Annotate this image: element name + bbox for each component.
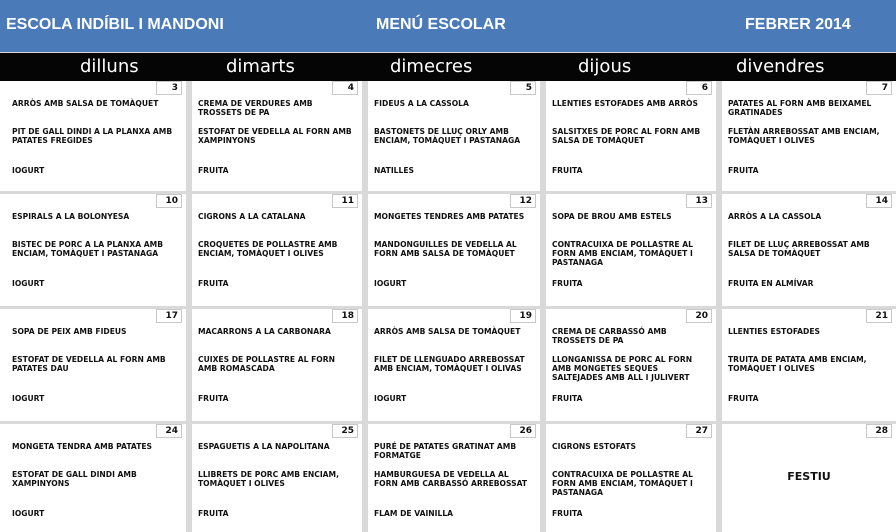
second-course-item: CONTRACUIXA DE POLLASTRE AL FORN AMB ENCIAM, TOMÀQUET I PASTANAGA — [552, 240, 693, 267]
day-number: 17 — [156, 309, 182, 323]
day-number: 25 — [332, 424, 358, 438]
second-course-item: ESTOFAT DE VEDELLA AL FORN AMB XAMPINYONS — [198, 127, 352, 145]
day-number: 13 — [686, 194, 712, 208]
first-course-item: SOPA DE PEIX AMB FIDEUS — [12, 327, 127, 336]
weekday-thursday: dijous — [578, 56, 632, 77]
school-name: ESCOLA INDÍBIL I MANDONI — [6, 16, 224, 33]
first-course-item: PATATES AL FORN AMB BEIXAMEL GRATINADES — [728, 99, 872, 117]
day-cell — [0, 309, 186, 421]
day-number: 5 — [510, 81, 536, 95]
weekday-wednesday: dimecres — [390, 56, 473, 77]
first-course-item: MONGETA TENDRA AMB PATATES — [12, 442, 153, 451]
second-course-item: MANDONGUILLES DE VEDELLA AL FORN AMB SALSA DE TOMÀQUET — [374, 240, 517, 258]
dessert-item: FLAM DE VAINILLA — [374, 509, 454, 518]
dessert-item: FRUITA — [198, 279, 229, 288]
day-cell — [722, 424, 896, 532]
second-course-item: BISTEC DE PORC A LA PLANXA AMB ENCIAM, TOMÀQUET I PASTANAGA — [12, 240, 163, 258]
day-cell — [722, 81, 896, 191]
day-cell — [0, 424, 186, 532]
dessert-item: FRUITA — [552, 166, 583, 175]
dessert-item: IOGURT — [12, 394, 45, 403]
second-course-item: LLONGANISSA DE PORC AL FORN AMB MONGETES SEQUES SALTEJADES AMB ALL I JULIVERT — [552, 355, 693, 382]
second-course-item: CONTRACUIXA DE POLLASTRE AL FORN AMB ENCIAM, TOMÀQUET I PASTANAGA — [552, 470, 693, 497]
day-number: 11 — [332, 194, 358, 208]
day-number: 20 — [686, 309, 712, 323]
day-cell — [368, 424, 540, 532]
day-cell — [192, 309, 362, 421]
day-number: 24 — [156, 424, 182, 438]
second-course-item: FILET DE LLENGUADO ARREBOSSAT AMB ENCIAM, TOMÀQUET I OLIVAS — [374, 355, 525, 373]
month-label: FEBRER 2014 — [745, 16, 851, 33]
second-course-item: LLIBRETS DE PORC AMB ENCIAM, TOMÀQUET I OLIVES — [198, 470, 339, 488]
first-course-item: CIGRONS A LA CATALANA — [198, 212, 306, 221]
first-course-item: PURÉ DE PATATES GRATINAT AMB FORMATGE — [374, 442, 517, 460]
weekday-tuesday: dimarts — [226, 56, 295, 77]
second-course-item: CROQUETES DE POLLASTRE AMB ENCIAM, TOMÀQUET I OLIVES — [198, 240, 338, 258]
first-course-item: FIDEUS A LA CASSOLA — [374, 99, 469, 108]
dessert-item: IOGURT — [374, 394, 407, 403]
dessert-item: IOGURT — [12, 509, 45, 518]
day-cell — [192, 81, 362, 191]
second-course-item: CUIXES DE POLLASTRE AL FORN AMB ROMASCADA — [198, 355, 335, 373]
day-number: 12 — [510, 194, 536, 208]
second-course-item: BASTONETS DE LLUÇ ORLY AMB ENCIAM, TOMÀQUET I PASTANAGA — [374, 127, 521, 145]
dessert-item: FRUITA — [552, 394, 583, 403]
dessert-item: FRUITA — [552, 509, 583, 518]
dessert-item: NATILLES — [374, 166, 414, 175]
menu-calendar-grid — [0, 81, 896, 532]
day-cell — [546, 424, 716, 532]
first-course-item: CREMA DE CARBASSÓ AMB TROSSETS DE PA — [552, 327, 667, 345]
first-course-item: LLENTIES ESTOFADES AMB ARRÒS — [552, 99, 698, 108]
second-course-item: ESTOFAT DE GALL DINDI AMB XAMPINYONS — [12, 470, 137, 488]
day-number: 19 — [510, 309, 536, 323]
first-course-item: MACARRONS A LA CARBONARA — [198, 327, 331, 336]
day-cell — [368, 194, 540, 306]
day-cell — [192, 194, 362, 306]
day-cell — [368, 309, 540, 421]
day-number: 7 — [866, 81, 892, 95]
second-course-item: TRUITA DE PATATA AMB ENCIAM, TOMÀQUET I OLIVES — [728, 355, 867, 373]
day-cell — [546, 81, 716, 191]
first-course-item: MONGETES TENDRES AMB PATATES — [374, 212, 525, 221]
day-cell — [546, 194, 716, 306]
first-course-item: CREMA DE VERDURES AMB TROSSETS DE PA — [198, 99, 313, 117]
day-number: 10 — [156, 194, 182, 208]
dessert-item: IOGURT — [374, 279, 407, 288]
first-course-item: ESPAGUETIS A LA NAPOLITANA — [198, 442, 330, 451]
second-course-item: FLETÀN ARREBOSSAT AMB ENCIAM, TOMÀQUET I OLIVES — [728, 127, 880, 145]
day-number: 21 — [866, 309, 892, 323]
first-course-item: LLENTIES ESTOFADES — [728, 327, 820, 336]
day-cell — [722, 194, 896, 306]
dessert-item: FRUITA — [728, 394, 759, 403]
dessert-item: FRUITA — [728, 166, 759, 175]
day-number: 14 — [866, 194, 892, 208]
day-number: 4 — [332, 81, 358, 95]
dessert-item: FRUITA — [198, 394, 229, 403]
holiday-label: FESTIU — [787, 470, 831, 483]
day-cell — [722, 309, 896, 421]
first-course-item: SOPA DE BROU AMB ESTELS — [552, 212, 672, 221]
dessert-item: FRUITA EN ALMÍVAR — [728, 279, 814, 288]
second-course-item: FILET DE LLUÇ ARREBOSSAT AMB SALSA DE TOMÀQUET — [728, 240, 870, 258]
second-course-item: HAMBURGUESA DE VEDELLA AL FORN AMB CARBASSÓ ARREBOSSAT — [374, 470, 528, 488]
dessert-item: FRUITA — [552, 279, 583, 288]
first-course-item: ARRÒS A LA CASSOLA — [728, 212, 822, 221]
dessert-item: FRUITA — [198, 166, 229, 175]
header-bar — [0, 0, 896, 52]
day-number: 6 — [686, 81, 712, 95]
weekday-header — [0, 53, 896, 81]
first-course-item: CIGRONS ESTOFATS — [552, 442, 636, 451]
day-cell — [192, 424, 362, 532]
weekday-monday: dilluns — [80, 56, 139, 77]
day-cell — [546, 309, 716, 421]
first-course-item: ARRÒS AMB SALSA DE TOMÀQUET — [374, 327, 521, 336]
first-course-item: ESPIRALS A LA BOLONYESA — [12, 212, 130, 221]
day-number: 18 — [332, 309, 358, 323]
first-course-item: ARRÒS AMB SALSA DE TOMÀQUET — [12, 99, 159, 108]
second-course-item: PIT DE GALL DINDI A LA PLANXA AMB PATATES FREGIDES — [12, 127, 173, 145]
second-course-item: ESTOFAT DE VEDELLA AL FORN AMB PATATES DAU — [12, 355, 166, 373]
day-number: 3 — [156, 81, 182, 95]
day-cell — [0, 194, 186, 306]
weekday-friday: divendres — [736, 56, 825, 77]
second-course-item: SALSITXES DE PORC AL FORN AMB SALSA DE TOMÀQUET — [552, 127, 701, 145]
menu-title: MENÚ ESCOLAR — [376, 16, 506, 33]
day-number: 28 — [866, 424, 892, 438]
day-number: 27 — [686, 424, 712, 438]
dessert-item: FRUITA — [198, 509, 229, 518]
dessert-item: IOGURT — [12, 279, 45, 288]
day-cell — [368, 81, 540, 191]
day-cell — [0, 81, 186, 191]
dessert-item: IOGURT — [12, 166, 45, 175]
day-number: 26 — [510, 424, 536, 438]
